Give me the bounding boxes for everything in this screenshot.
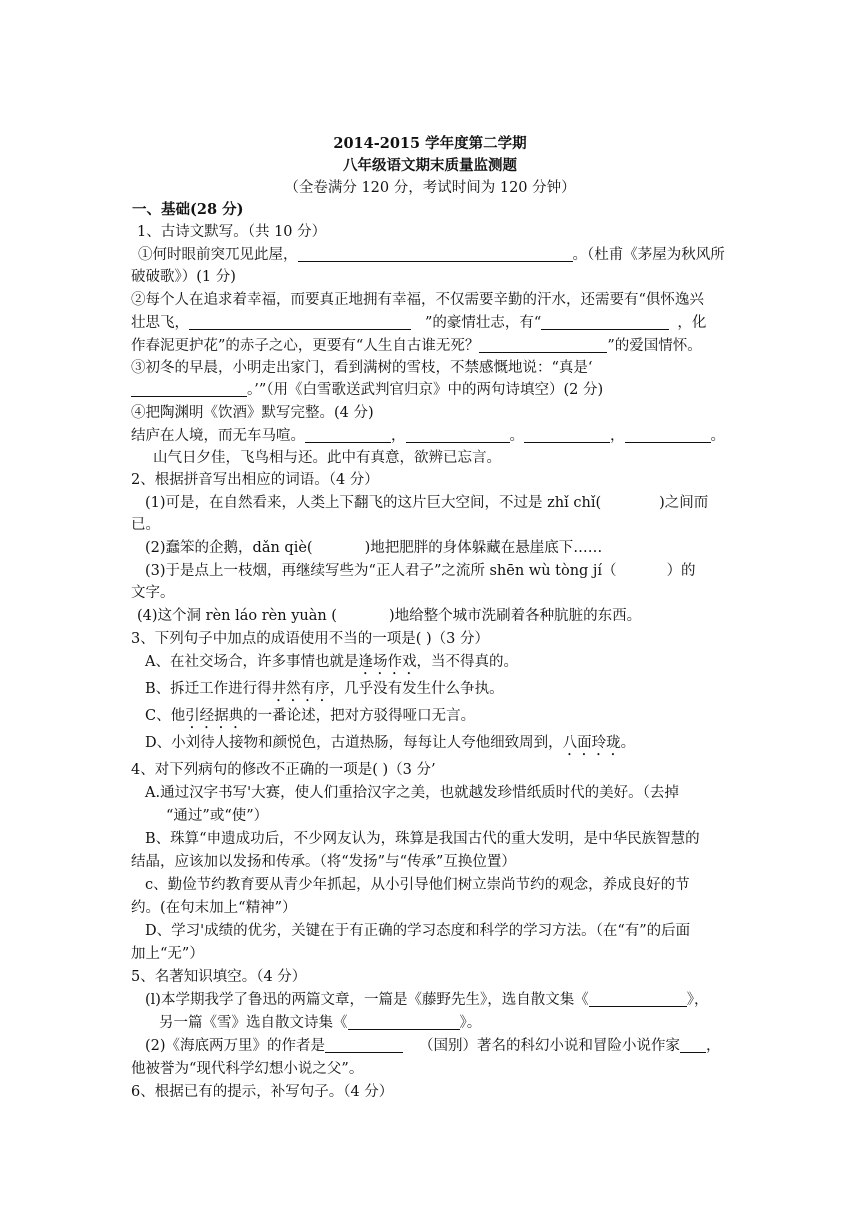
q4-option-c[interactable]: c、勤俭节约教育要从青少年抓起，从小引导他们树立崇尚节约的观念，养成良好的节: [145, 877, 690, 893]
dotted-idiom: 井然有序: [271, 681, 330, 697]
q4-option-a-cont: “通过”或“使”）: [166, 808, 269, 824]
q2-text: )地把肥胖的身体躲藏在悬崖底下……: [364, 540, 603, 556]
answer-blank[interactable]: [348, 1013, 460, 1030]
q3-option-d[interactable]: [145, 733, 635, 759]
q2-item3-cont: 文字。: [131, 585, 175, 601]
option-text: C、他: [145, 708, 186, 724]
dotted-idiom: 逢场作戏: [358, 654, 417, 670]
q1-a-start: ①何时眼前突兀见此屋，: [138, 247, 298, 263]
option-text: ，几乎没有发生什么争执。: [329, 681, 504, 697]
q1-b-text: ，化: [677, 315, 707, 331]
option-text: A、在社交场合，许多事情也就是: [145, 654, 359, 670]
q3-option-c[interactable]: [145, 706, 475, 732]
q2-text: ）的: [666, 563, 696, 579]
q2-text: )之间而: [659, 495, 709, 511]
q4-option-c-cont: 约。(在句末加上“精神”）: [131, 900, 297, 916]
answer-blank[interactable]: [479, 336, 607, 353]
q2-title: 2、根据拼音写出相应的词语。（4 分）: [131, 472, 379, 488]
q1-c-line2: [131, 380, 603, 400]
q4-option-d[interactable]: D、学习'成绩的优劣，关键在于有正确的学习态度和科学的学习方法。（在“有”的后面: [145, 923, 691, 939]
q2-item2: [145, 538, 602, 558]
q5-title: 5、名著知识填空。（4 分）: [131, 969, 307, 985]
q3-option-a[interactable]: [145, 652, 518, 678]
q1-b-line2: [131, 313, 706, 333]
q2-text: (3)于是点上一枝烟，再继续写些为“正人君子”之流所 shēn wù tòng jí（: [145, 563, 617, 579]
q2-text: (2)蠢笨的企鹅，dǎn qiè(: [145, 540, 313, 556]
answer-blank[interactable]: [524, 426, 610, 443]
q5-line1: [145, 990, 708, 1010]
answer-blank[interactable]: [305, 426, 391, 443]
q1-b-text: ”的豪情壮志，有“: [425, 315, 542, 331]
punct: 。: [710, 428, 725, 444]
q5-line2: [159, 1013, 481, 1033]
answer-blank[interactable]: [541, 313, 669, 330]
q3-title: 3、下列句子中加点的成语使用不当的一项是( )（3 分）: [131, 631, 489, 647]
q1-b-text: 作春泥更护花”的赤子之心，更要有“人生自古谁无死？: [131, 338, 480, 354]
q1-a-line: [138, 245, 725, 265]
exam-note: （全卷满分 120 分，考试时间为 120 分钟）: [284, 180, 576, 196]
q5-text: (2)《海底两万里》的作者是: [145, 1038, 326, 1054]
q1-b-text: ”的爱国情怀。: [607, 338, 702, 354]
exam-title: 八年级语文期末质量监测题: [343, 157, 517, 174]
q2-item1: [145, 493, 708, 513]
q5-text: 》，: [686, 992, 709, 1008]
q1-d-line1: [131, 426, 725, 446]
q5-text: （国别）著名的科幻小说和冒险小说作家: [419, 1038, 681, 1054]
q1-a-end: 。（杜甫《茅屋为秋风所: [572, 247, 725, 263]
answer-blank[interactable]: [325, 1036, 403, 1053]
q1-a-cont: 破破歌》）(1 分): [131, 269, 236, 285]
q4-option-b-cont: 结晶，应该加以发扬和传承。（将“发扬”与“传承”互换位置）: [131, 854, 516, 870]
answer-blank[interactable]: [189, 313, 411, 330]
q1-b-line3: [131, 336, 702, 356]
section-heading: 一、基础(28 分): [132, 201, 244, 218]
option-text: ，当不得真的。: [416, 654, 518, 670]
q2-item3: [145, 561, 696, 581]
dotted-idiom: 引经据典: [185, 708, 244, 724]
answer-blank[interactable]: [589, 990, 687, 1007]
q1-d-text: 结庐在人境，而无车马喧。: [131, 428, 305, 444]
option-text: 的一番论述，把对方驳得哑口无言。: [243, 708, 476, 724]
q1-c-line1: ③初冬的早晨，小明走出家门，看到满树的雪枝，不禁感慨地说：“真是‘: [131, 360, 593, 376]
punct: ，: [610, 428, 625, 444]
answer-blank[interactable]: [131, 380, 247, 397]
q1-d-line2: 山气日夕佳，飞鸟相与还。此中有真意，欲辨已忘言。: [153, 450, 501, 466]
year-title: 2014-2015 学年度第二学期: [333, 135, 527, 152]
q4-title: 4、对下列病句的修改不正确的一项是( )（3 分’: [131, 762, 436, 778]
punct: 。: [509, 428, 524, 444]
q5-text: 》。: [459, 1015, 482, 1031]
q1-b-text: 壮思飞，: [131, 315, 189, 331]
q4-option-a[interactable]: A.通过汉字书写'大赛，使人们重拾汉字之美，也就越发珍惜纸质时代的美好。（去掉: [145, 785, 679, 801]
q2-text: )地给整个城市洗刷着各种肮脏的东西。: [388, 608, 642, 624]
answer-blank[interactable]: [406, 426, 510, 443]
q5-line3: [145, 1036, 721, 1056]
q5-text: (l)本学期我学了鲁迅的两篇文章，一篇是《藤野先生》，选自散文集《: [145, 992, 589, 1008]
q2-text: (1)可是，在自然看来，人类上下翻飞的这片巨大空间，不过是 zhǐ chǐ(: [145, 495, 602, 511]
answer-blank[interactable]: [298, 245, 573, 262]
answer-blank[interactable]: [680, 1036, 706, 1053]
q6-title: 6、根据已有的提示，补写句子。（4 分）: [131, 1084, 394, 1100]
q5-text: ，: [706, 1038, 721, 1054]
answer-blank[interactable]: [625, 426, 711, 443]
q4-option-d-cont: 加上“无”）: [131, 946, 204, 962]
q1-b-line1: ②每个人在追求着幸福，而要真正地拥有幸福，不仅需要辛勤的汗水，还需要有“俱怀逸兴: [131, 292, 704, 308]
q4-option-b[interactable]: B、珠算“申遗成功后，不少网友认为，珠算是我国古代的重大发明，是中华民族智慧的: [145, 831, 700, 847]
dotted-idiom: 八面玲珑: [562, 735, 621, 751]
q2-item4: [137, 606, 641, 626]
q1-title: 1、古诗文默写。（共 10 分）: [137, 224, 327, 240]
option-text: B、拆迁工作进行得: [145, 681, 272, 697]
option-text: 。: [620, 735, 636, 751]
option-text: D、小刘待人接物和颜悦色，古道热肠，每每让人夸他细致周到，: [145, 735, 563, 751]
q3-option-b[interactable]: [145, 679, 504, 705]
q2-text: (4)这个洞 rèn láo rèn yuàn (: [137, 608, 337, 624]
punct: ，: [391, 428, 406, 444]
q2-item1-cont: 已。: [131, 517, 160, 533]
q5-line4: 他被誉为“现代科学幻想小说之父”。: [131, 1061, 364, 1077]
q1-c-text: 。’”（用《白雪歌送武判官归京》中的两句诗填空）(2 分): [247, 382, 604, 398]
q1-d-title: ④把陶渊明《饮酒》默写完整。(4 分): [131, 405, 374, 421]
q5-text: 另一篇《雪》选自散文诗集《: [159, 1015, 348, 1031]
